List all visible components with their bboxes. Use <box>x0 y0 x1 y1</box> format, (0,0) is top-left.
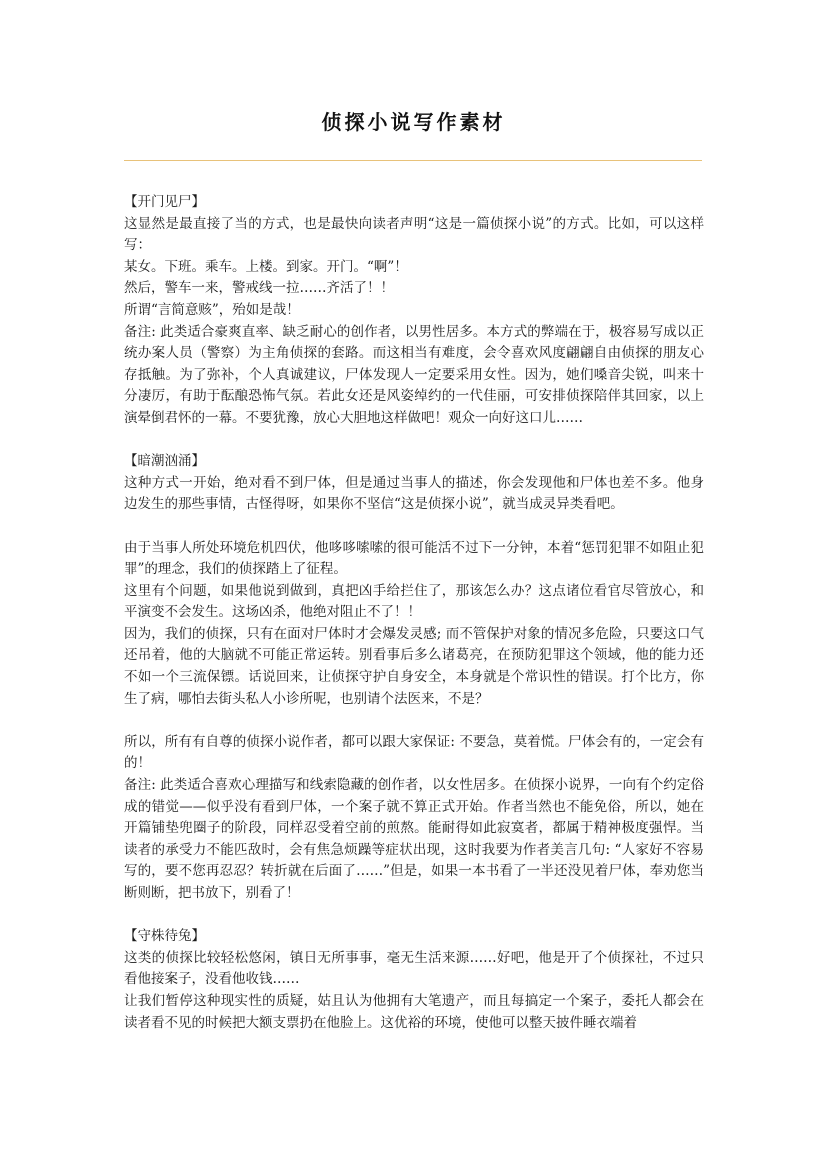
paragraph: 由于当事人所处环境危机四伏，他哆哆嗦嗦的很可能活不过下一分钟，本着“惩罚犯罪不如阻止犯罪”的理念，我们的侦探踏上了征程。 <box>124 539 704 578</box>
paragraph: 所以，所有有自尊的侦探小说作者，都可以跟大家保证: 不要急，莫着慌。尸体会有的，一定会有的！ <box>124 733 704 772</box>
section-wait-for-rabbit <box>124 926 704 1034</box>
paragraph: 这里有个问题，如果他说到做到，真把凶手给拦住了，那该怎么办？这点诸位看官尽管放心，和平演变不会发生。这场凶杀，他绝对阻止不了！！ <box>124 582 704 621</box>
section-spacer <box>124 905 704 927</box>
paragraph: 这显然是最直接了当的方式，也是最快向读者声明“这是一篇侦探小说”的方式。比如，可以这样写： <box>124 215 704 254</box>
paragraph: 所谓“言简意赅”，殆如是哉！ <box>124 301 300 318</box>
section-heading: 【守株待兔】 <box>124 928 205 945</box>
title-divider <box>124 160 702 161</box>
paragraph: 因为，我们的侦探，只有在面对尸体时才会爆发灵感; 而不管保护对象的情况多危险，只要这口气还吊着，他的大脑就不可能正常运转。别看事后多么诸葛亮，在预防犯罪这个领域，他的能力还不如一个三流保镖。话说回来，让侦探守护自身安全，本身就是个常识性的错误。打个比方，你生了病，哪怕去街头私人小诊所呢，也别请个法医来，不是？ <box>124 625 704 707</box>
document-title: 侦探小说写作素材 <box>321 110 506 134</box>
section-heading: 【开门见尸】 <box>124 194 205 210</box>
paragraph: 让我们暂停这种现实性的质疑，姑且认为他拥有大笔遗产，而且每搞定一个案子，委托人都会在读者看不见的时候把大额支票扔在他脸上。这优裕的环境，使他可以整天披件睡衣端着 <box>124 992 704 1031</box>
paragraph: 备注: 此类适合喜欢心理描写和线索隐藏的创作者，以女性居多。在侦探小说界，一向有个约定俗成的错觉——似乎没有看到尸体，一个案子就不算正式开始。作者当然也不能免俗，所以，她在开篇铺垫兜圈子的阶段，同样忍受着空前的煎熬。能耐得如此寂寞者，都属于精神极度强悍。当读者的承受力不能匹敌时，会有焦急烦躁等症状出现，这时我要为作者美言几句: “人家好不容易写的，要不您再忍忍？转折就在后面了……”但是，如果一本书看了一半还没见着尸体，奉劝您当断则断，把书放下，别看了！ <box>124 777 704 901</box>
paragraph-spacer <box>124 516 704 538</box>
document-body <box>124 192 704 1034</box>
section-spacer <box>124 430 704 452</box>
paragraph: 备注: 此类适合豪爽直率、缺乏耐心的创作者，以男性居多。本方式的弊端在于，极容易写成以正统办案人员（警察）为主角侦探的套路。而这相当有难度，会令喜欢风度翩翩自由侦探的朋友心存抵触。为了弥补，个人真诚建议，尸体发现人一定要采用女性。因为，她们嗓音尖锐，叫来十分凄厉，有助于酝酿恐怖气氛。若此女还是风姿绰约的一代佳丽，可安排侦探陪伴其回家，以上演晕倒君怀的一幕。不要犹豫，放心大胆地这样做吧！观众一向好这口儿…… <box>124 323 704 426</box>
paragraph: 然后，警车一来，警戒线一拉……齐活了！！ <box>124 280 394 297</box>
paragraph-spacer <box>124 710 704 732</box>
paragraph: 某女。下班。乘车。上楼。到家。开门。“啊”！ <box>124 258 408 275</box>
paragraph: 这种方式一开始，绝对看不到尸体，但是通过当事人的描述，你会发现他和尸体也差不多。他身边发生的那些事情，古怪得呀，如果你不坚信“这是侦探小说”，就当成灵异类看吧。 <box>124 474 704 513</box>
section-open-door-corpse <box>124 192 704 430</box>
section-undercurrent <box>124 451 704 904</box>
paragraph: 这类的侦探比较轻松悠闲，镇日无所事事，毫无生活来源……好吧，他是开了个侦探社，不过只看他接案子，没看他收钱…… <box>124 949 704 988</box>
section-heading: 【暗潮汹涌】 <box>124 453 205 470</box>
